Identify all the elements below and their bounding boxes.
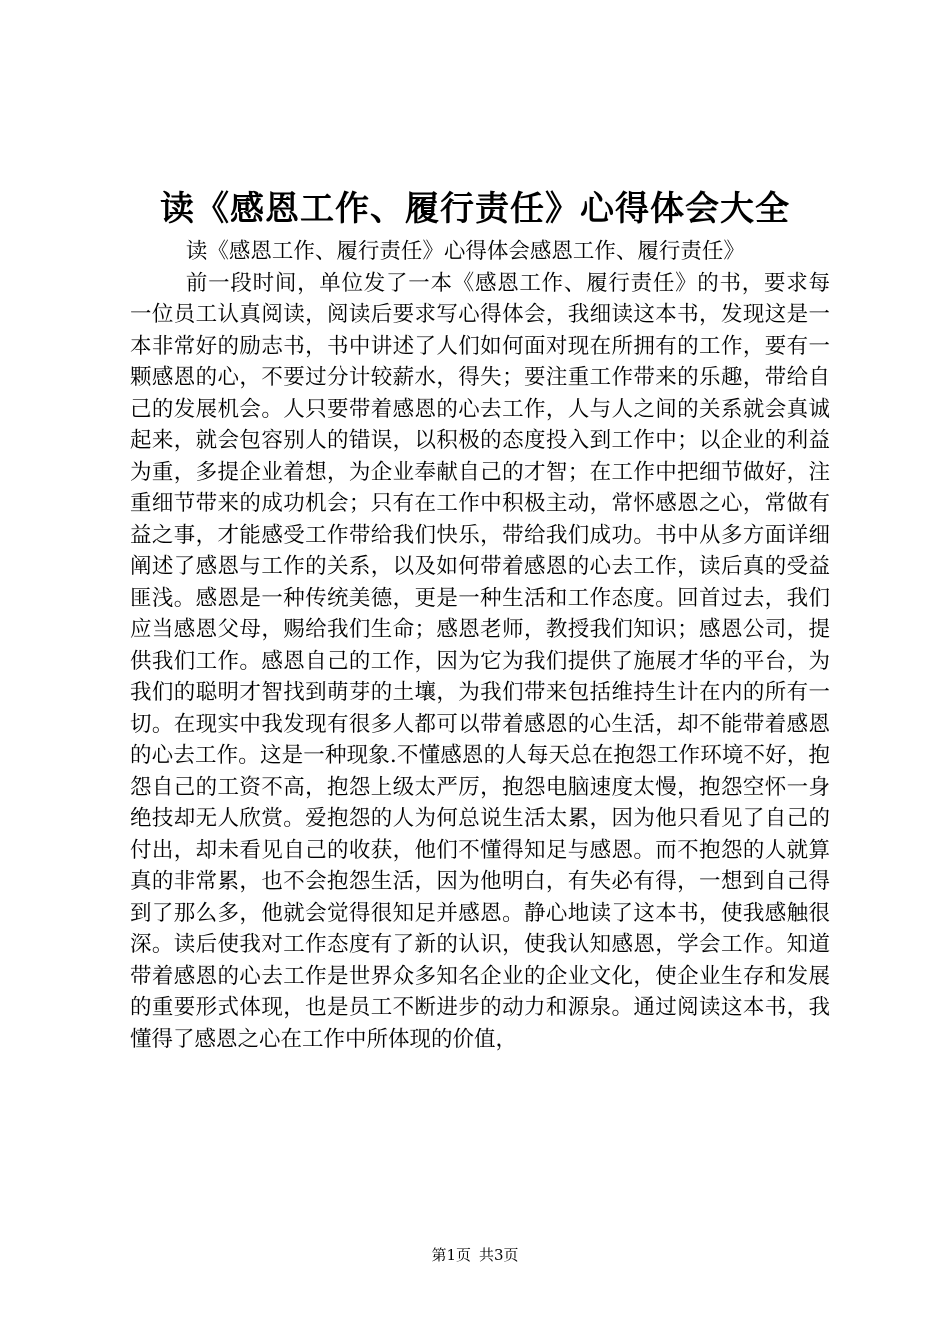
body-paragraph: 前一段时间，单位发了一本《感恩工作、履行责任》的书，要求每一位员工认真阅读，阅读后要求写心得体会，我细读这本书，发现这是一本非常好的励志书，书中讲述了人们如何面对现在所拥有的工作，要有一颗感恩的心，不要过分计较薪水，得失；要注重工作带来的乐趣，带给自己的发展机会。人只要带着感恩的心去工作，人与人之间的关系就会真诚起来，就会包容别人的错误，以积极的态度投入到工作中；以企业的利益为重，多提企业着想，为企业奉献自己的才智；在工作中把细节做好，注重细节带来的成功机会；只有在工作中积极主动，常怀感恩之心，常做有益之事，才能感受工作带给我们快乐，带给我们成功。书中从多方面详细阐述了感恩与工作的关系，以及如何带着感恩的心去工作，读后真的受益匪浅。感恩是一种传统美德，更是一种生活和工作态度。回首过去，我们应当感恩父母，赐给我们生命；感恩老师，教授我们知识；感恩公司，提供我们工作。感恩自己的工作，因为它为我们提供了施展才华的平台，为我们的聪明才智找到萌芽的土壤，为我们带来包括维持生计在内的所有一切。在现实中我发现有很多人都可以带着感恩的心生活，却不能带着感恩的心去工作。这是一种现象.不懂感恩的人每天总在抱怨工作环境不好，抱怨自己的工资不高，抱怨上级太严厉，抱怨电脑速度太慢，抱怨空怀一身绝技却无人欣赏。爱抱怨的人为何总说生活太累，因为他只看见了自己的付出，却未看见自己的收获，他们不懂得知足与感恩。而不抱怨的人就算真的非常累，也不会抱怨生活，因为他明白，有失必有得，一想到自己得到了那么多，他就会觉得很知足并感恩。静心地读了这本书，使我感触很深。读后使我对工作态度有了新的认识，使我认知感恩，学会工作。知道带着感恩的心去工作是世界众多知名企业的企业文化，使企业生存和发展的重要形式体现，也是员工不断进步的动力和源泉。通过阅读这本书，我懂得了感恩之心在工作中所体现的价值， [130,270,830,1052]
document-body [130,236,830,1055]
document-title: 读《感恩工作、履行责任》心得体会大全 [160,189,790,229]
page-footer [0,1244,950,1266]
page-number: 第1页 [431,1246,471,1264]
page-total: 共3页 [479,1246,519,1264]
subtitle-paragraph: 读《感恩工作、履行责任》心得体会感恩工作、履行责任》 [185,239,745,264]
